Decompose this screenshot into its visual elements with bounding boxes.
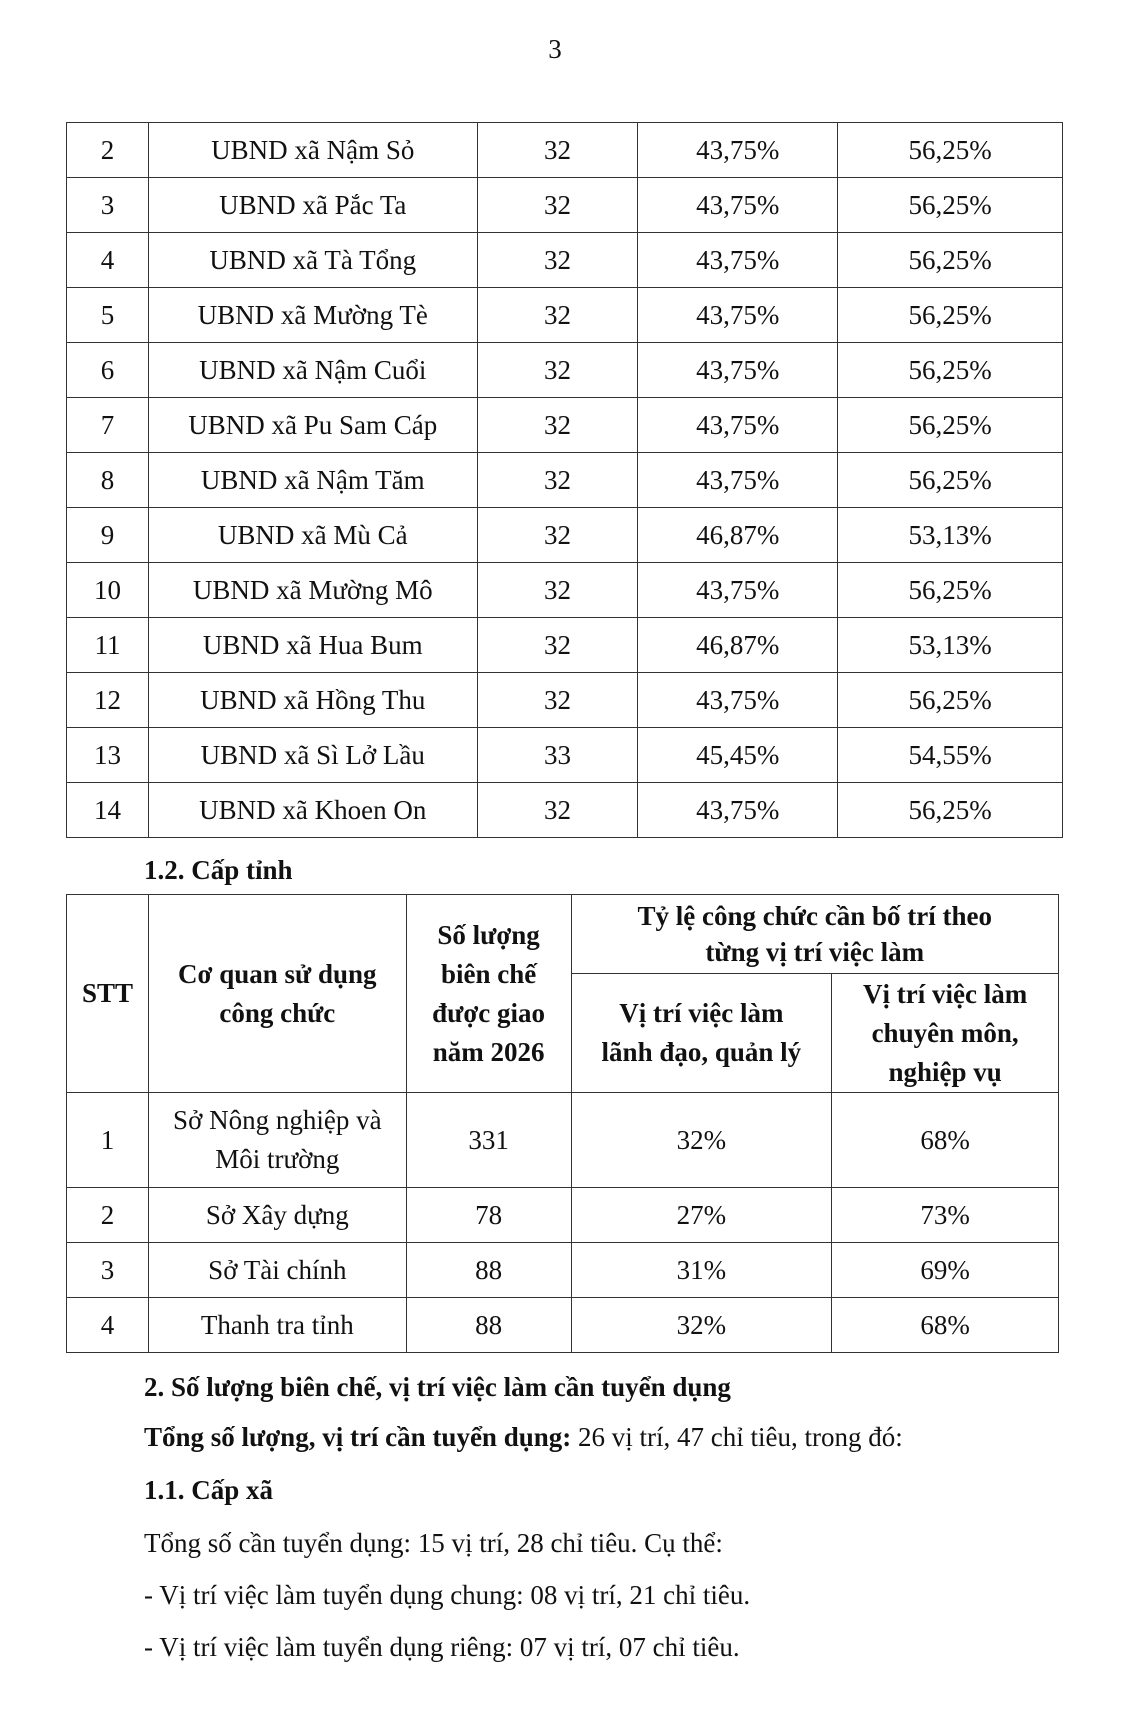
table-row — [67, 398, 1063, 453]
row-quota: 32 — [477, 508, 638, 563]
row-agency: UBND xã Mường Tè — [148, 288, 477, 343]
total-recruitment-line — [144, 1422, 903, 1453]
row-pro-ratio: 53,13% — [838, 618, 1063, 673]
row-lead-ratio: 32% — [571, 1298, 832, 1353]
row-pro-ratio: 73% — [832, 1188, 1059, 1243]
row-agency: UBND xã Hua Bum — [148, 618, 477, 673]
row-stt: 10 — [67, 563, 149, 618]
row-quota: 331 — [406, 1093, 571, 1188]
row-quota: 33 — [477, 728, 638, 783]
row-pro-ratio: 56,25% — [838, 563, 1063, 618]
row-pro-ratio: 56,25% — [838, 233, 1063, 288]
row-agency: UBND xã Khoen On — [148, 783, 477, 838]
table-row — [67, 123, 1063, 178]
row-stt: 12 — [67, 673, 149, 728]
row-lead-ratio: 43,75% — [638, 673, 838, 728]
table-row — [67, 563, 1063, 618]
row-pro-ratio: 56,25% — [838, 343, 1063, 398]
row-pro-ratio: 68% — [832, 1093, 1059, 1188]
row-stt: 11 — [67, 618, 149, 673]
row-stt: 4 — [67, 233, 149, 288]
table-row — [67, 783, 1063, 838]
table-row — [67, 288, 1063, 343]
row-agency: Thanh tra tỉnh — [148, 1298, 406, 1353]
row-quota: 32 — [477, 673, 638, 728]
specific-recruitment-line: - Vị trí việc làm tuyển dụng riêng: 07 vị trí, 07 chỉ tiêu. — [144, 1632, 740, 1662]
row-agency: Sở Xây dựng — [148, 1188, 406, 1243]
row-stt: 6 — [67, 343, 149, 398]
row-quota: 32 — [477, 343, 638, 398]
row-pro-ratio: 56,25% — [838, 783, 1063, 838]
row-stt: 4 — [67, 1298, 149, 1353]
table-row — [67, 508, 1063, 563]
total-label: Tổng số lượng, vị trí cần tuyển dụng: — [144, 1422, 572, 1452]
row-pro-ratio: 54,55% — [838, 728, 1063, 783]
table-row — [67, 1093, 1059, 1188]
section2-heading: 2. Số lượng biên chế, vị trí việc làm cần tuyển dụng — [144, 1372, 731, 1402]
table-row — [67, 673, 1063, 728]
total-commune-line: Tổng số cần tuyển dụng: 15 vị trí, 28 chỉ tiêu. Cụ thể: — [144, 1528, 723, 1558]
row-lead-ratio: 31% — [571, 1243, 832, 1298]
row-agency: UBND xã Hồng Thu — [148, 673, 477, 728]
row-agency: Sở Tài chính — [148, 1243, 406, 1298]
row-stt: 5 — [67, 288, 149, 343]
row-lead-ratio: 46,87% — [638, 618, 838, 673]
row-pro-ratio: 56,25% — [838, 178, 1063, 233]
row-agency: UBND xã Mường Mô — [148, 563, 477, 618]
row-stt: 13 — [67, 728, 149, 783]
row-stt: 7 — [67, 398, 149, 453]
row-lead-ratio: 43,75% — [638, 398, 838, 453]
row-agency: UBND xã Nậm Sỏ — [148, 123, 477, 178]
row-lead-ratio: 43,75% — [638, 233, 838, 288]
row-pro-ratio: 56,25% — [838, 398, 1063, 453]
row-agency: Sở Nông nghiệp và Môi trường — [148, 1093, 406, 1188]
general-recruitment-line: - Vị trí việc làm tuyển dụng chung: 08 vị trí, 21 chỉ tiêu. — [144, 1580, 751, 1610]
row-lead-ratio: 43,75% — [638, 343, 838, 398]
row-stt: 3 — [67, 1243, 149, 1298]
subsection-heading-cap-xa: 1.1. Cấp xã — [144, 1475, 274, 1505]
row-quota: 32 — [477, 563, 638, 618]
table-row — [67, 343, 1063, 398]
table-row — [67, 1188, 1059, 1243]
table-row — [67, 728, 1063, 783]
row-lead-ratio: 43,75% — [638, 178, 838, 233]
row-stt: 8 — [67, 453, 149, 508]
row-stt: 14 — [67, 783, 149, 838]
row-stt: 3 — [67, 178, 149, 233]
row-pro-ratio: 56,25% — [838, 453, 1063, 508]
header-ratio: Tỷ lệ công chức cần bố trí theo từng vị trí việc làm — [571, 895, 1058, 974]
header-lead-positions: Vị trí việc làm lãnh đạo, quản lý — [571, 974, 832, 1093]
row-quota: 78 — [406, 1188, 571, 1243]
table-row — [67, 178, 1063, 233]
total-value: 26 vị trí, 47 chỉ tiêu, trong đó: — [571, 1422, 903, 1452]
row-lead-ratio: 46,87% — [638, 508, 838, 563]
commune-table — [66, 122, 1063, 838]
row-pro-ratio: 53,13% — [838, 508, 1063, 563]
row-lead-ratio: 43,75% — [638, 288, 838, 343]
province-table — [66, 894, 1059, 1353]
row-quota: 32 — [477, 398, 638, 453]
row-stt: 2 — [67, 123, 149, 178]
row-lead-ratio: 45,45% — [638, 728, 838, 783]
row-agency: UBND xã Tà Tổng — [148, 233, 477, 288]
page-number: 3 — [548, 34, 562, 64]
row-pro-ratio: 56,25% — [838, 288, 1063, 343]
row-lead-ratio: 43,75% — [638, 563, 838, 618]
table-row — [67, 233, 1063, 288]
row-quota: 32 — [477, 783, 638, 838]
row-quota: 32 — [477, 288, 638, 343]
row-quota: 32 — [477, 453, 638, 508]
row-quota: 32 — [477, 178, 638, 233]
row-pro-ratio: 69% — [832, 1243, 1059, 1298]
table-row — [67, 453, 1063, 508]
row-agency: UBND xã Nậm Tăm — [148, 453, 477, 508]
section-heading-cap-tinh: 1.2. Cấp tỉnh — [144, 855, 293, 885]
header-stt: STT — [67, 895, 149, 1093]
row-lead-ratio: 27% — [571, 1188, 832, 1243]
header-professional-positions: Vị trí việc làm chuyên môn, nghiệp vụ — [832, 974, 1059, 1093]
header-quota: Số lượng biên chế được giao năm 2026 — [406, 895, 571, 1093]
table-row — [67, 1298, 1059, 1353]
row-stt: 2 — [67, 1188, 149, 1243]
row-agency: UBND xã Mù Cả — [148, 508, 477, 563]
row-lead-ratio: 43,75% — [638, 783, 838, 838]
row-quota: 32 — [477, 123, 638, 178]
row-agency: UBND xã Nậm Cuổi — [148, 343, 477, 398]
header-agency: Cơ quan sử dụng công chức — [148, 895, 406, 1093]
row-stt: 1 — [67, 1093, 149, 1188]
row-pro-ratio: 68% — [832, 1298, 1059, 1353]
row-stt: 9 — [67, 508, 149, 563]
row-lead-ratio: 43,75% — [638, 123, 838, 178]
row-pro-ratio: 56,25% — [838, 673, 1063, 728]
table-row — [67, 1243, 1059, 1298]
row-quota: 88 — [406, 1243, 571, 1298]
row-quota: 32 — [477, 233, 638, 288]
row-lead-ratio: 32% — [571, 1093, 832, 1188]
row-pro-ratio: 56,25% — [838, 123, 1063, 178]
table-row — [67, 618, 1063, 673]
row-quota: 32 — [477, 618, 638, 673]
row-quota: 88 — [406, 1298, 571, 1353]
row-agency: UBND xã Pắc Ta — [148, 178, 477, 233]
row-agency: UBND xã Sì Lở Lầu — [148, 728, 477, 783]
row-lead-ratio: 43,75% — [638, 453, 838, 508]
row-agency: UBND xã Pu Sam Cáp — [148, 398, 477, 453]
